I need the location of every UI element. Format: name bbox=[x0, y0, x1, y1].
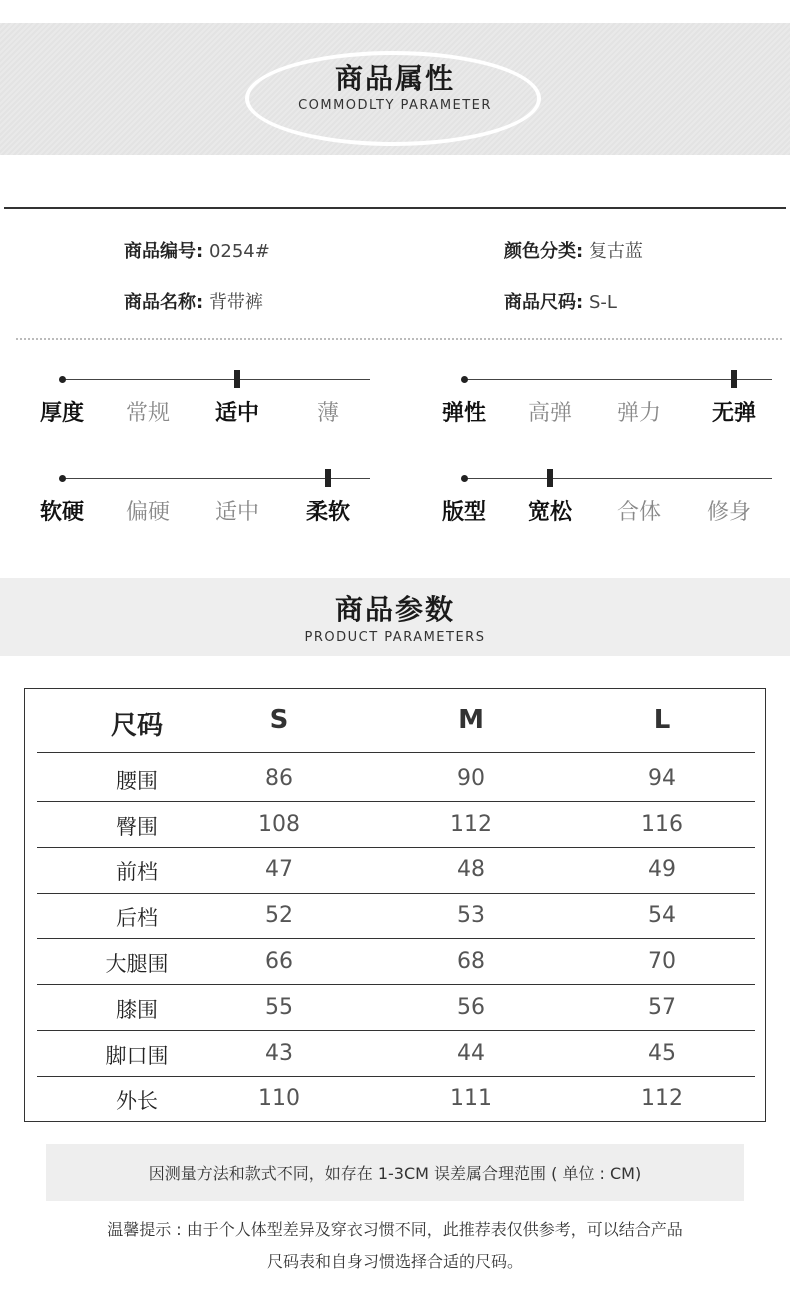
table-cell: 54 bbox=[648, 903, 676, 928]
table-row-label: 外长 bbox=[116, 1089, 158, 1113]
table-cell: 86 bbox=[265, 766, 293, 791]
slider-knob bbox=[325, 469, 331, 487]
table-row-divider bbox=[37, 1030, 755, 1031]
softness-option: 偏硬 bbox=[125, 500, 171, 525]
table-cell: 112 bbox=[641, 1086, 683, 1111]
table-row-divider bbox=[37, 938, 755, 939]
elasticity-label: 弹性 bbox=[441, 401, 487, 426]
table-cell: 111 bbox=[450, 1086, 492, 1111]
table-cell: 56 bbox=[457, 995, 485, 1020]
attribute-title: 商品属性 bbox=[334, 62, 455, 95]
table-cell: 57 bbox=[648, 995, 676, 1020]
tip-line-1: 温馨提示 : 由于个人体型差异及穿衣习惯不同，此推荐表仅供参考，可以结合产品 bbox=[107, 1220, 683, 1239]
slider-track bbox=[62, 379, 370, 380]
slider-start-dot bbox=[59, 475, 66, 482]
table-cell: 90 bbox=[457, 766, 485, 791]
table-cell: 94 bbox=[648, 766, 676, 791]
table-row-label: 腰围 bbox=[116, 769, 158, 793]
slider-knob bbox=[731, 370, 737, 388]
dotted-divider bbox=[16, 338, 782, 340]
table-cell: 68 bbox=[457, 949, 485, 974]
size-header: 尺码 bbox=[110, 711, 163, 741]
table-cell: 108 bbox=[258, 812, 300, 837]
fit-label: 版型 bbox=[441, 500, 487, 525]
elasticity-option: 弹力 bbox=[616, 401, 662, 426]
table-cell: 112 bbox=[450, 812, 492, 837]
product-color: 颜色分类: 复古蓝 bbox=[504, 241, 643, 262]
table-row-label: 膝围 bbox=[116, 998, 158, 1022]
table-row-divider bbox=[37, 893, 755, 894]
table-row-divider bbox=[37, 847, 755, 848]
table-row-label: 前档 bbox=[116, 860, 158, 884]
table-cell: 43 bbox=[265, 1041, 293, 1066]
softness-option: 柔软 bbox=[305, 500, 351, 525]
table-cell: 55 bbox=[265, 995, 293, 1020]
table-cell: 44 bbox=[457, 1041, 485, 1066]
table-cell: 45 bbox=[648, 1041, 676, 1066]
size-column-header: L bbox=[653, 705, 671, 735]
thickness-option: 薄 bbox=[316, 401, 340, 426]
slider-track bbox=[464, 379, 772, 380]
table-row-label: 臀围 bbox=[116, 815, 158, 839]
table-cell: 53 bbox=[457, 903, 485, 928]
table-row-label: 脚口围 bbox=[105, 1044, 169, 1068]
fit-option: 合体 bbox=[616, 500, 662, 525]
elasticity-slider bbox=[464, 374, 772, 386]
product-code: 商品编号: 0254# bbox=[124, 241, 270, 262]
softness-option: 适中 bbox=[214, 500, 260, 525]
fit-option: 修身 bbox=[706, 500, 752, 525]
table-cell: 48 bbox=[457, 857, 485, 882]
table-row-divider bbox=[37, 752, 755, 753]
size-column-header: S bbox=[269, 705, 289, 735]
parameter-subtitle: PRODUCT PARAMETERS bbox=[304, 630, 486, 645]
thickness-slider bbox=[62, 374, 370, 386]
softness-slider bbox=[62, 473, 370, 485]
slider-start-dot bbox=[461, 475, 468, 482]
attribute-subtitle: COMMODLTY PARAMETER bbox=[298, 98, 492, 113]
elasticity-option: 无弹 bbox=[711, 401, 757, 426]
product-size: 商品尺码: S-L bbox=[504, 292, 617, 313]
elasticity-option: 高弹 bbox=[527, 401, 573, 426]
slider-track bbox=[464, 478, 772, 479]
size-column-header: M bbox=[458, 705, 484, 735]
measurement-note: 因测量方法和款式不同，如存在 1-3CM 误差属合理范围 ( 单位 : CM) bbox=[148, 1164, 642, 1183]
fit-option: 宽松 bbox=[527, 500, 573, 525]
product-name: 商品名称: 背带裤 bbox=[124, 292, 263, 313]
thickness-label: 厚度 bbox=[39, 401, 85, 426]
table-row-divider bbox=[37, 801, 755, 802]
slider-knob bbox=[547, 469, 553, 487]
divider bbox=[4, 207, 786, 209]
table-cell: 66 bbox=[265, 949, 293, 974]
table-cell: 110 bbox=[258, 1086, 300, 1111]
slider-track bbox=[62, 478, 370, 479]
table-row-divider bbox=[37, 1076, 755, 1077]
thickness-option: 适中 bbox=[214, 401, 260, 426]
table-row-label: 大腿围 bbox=[105, 952, 169, 976]
table-cell: 49 bbox=[648, 857, 676, 882]
table-cell: 47 bbox=[265, 857, 293, 882]
table-cell: 116 bbox=[641, 812, 683, 837]
fit-slider bbox=[464, 473, 772, 485]
slider-start-dot bbox=[461, 376, 468, 383]
slider-start-dot bbox=[59, 376, 66, 383]
table-row-label: 后档 bbox=[116, 906, 158, 930]
softness-label: 软硬 bbox=[39, 500, 85, 525]
table-row-divider bbox=[37, 984, 755, 985]
tip-line-2: 尺码表和自身习惯选择合适的尺码。 bbox=[266, 1252, 523, 1271]
parameter-title: 商品参数 bbox=[334, 593, 455, 626]
thickness-option: 常规 bbox=[125, 401, 171, 426]
slider-knob bbox=[234, 370, 240, 388]
table-cell: 52 bbox=[265, 903, 293, 928]
table-cell: 70 bbox=[648, 949, 676, 974]
